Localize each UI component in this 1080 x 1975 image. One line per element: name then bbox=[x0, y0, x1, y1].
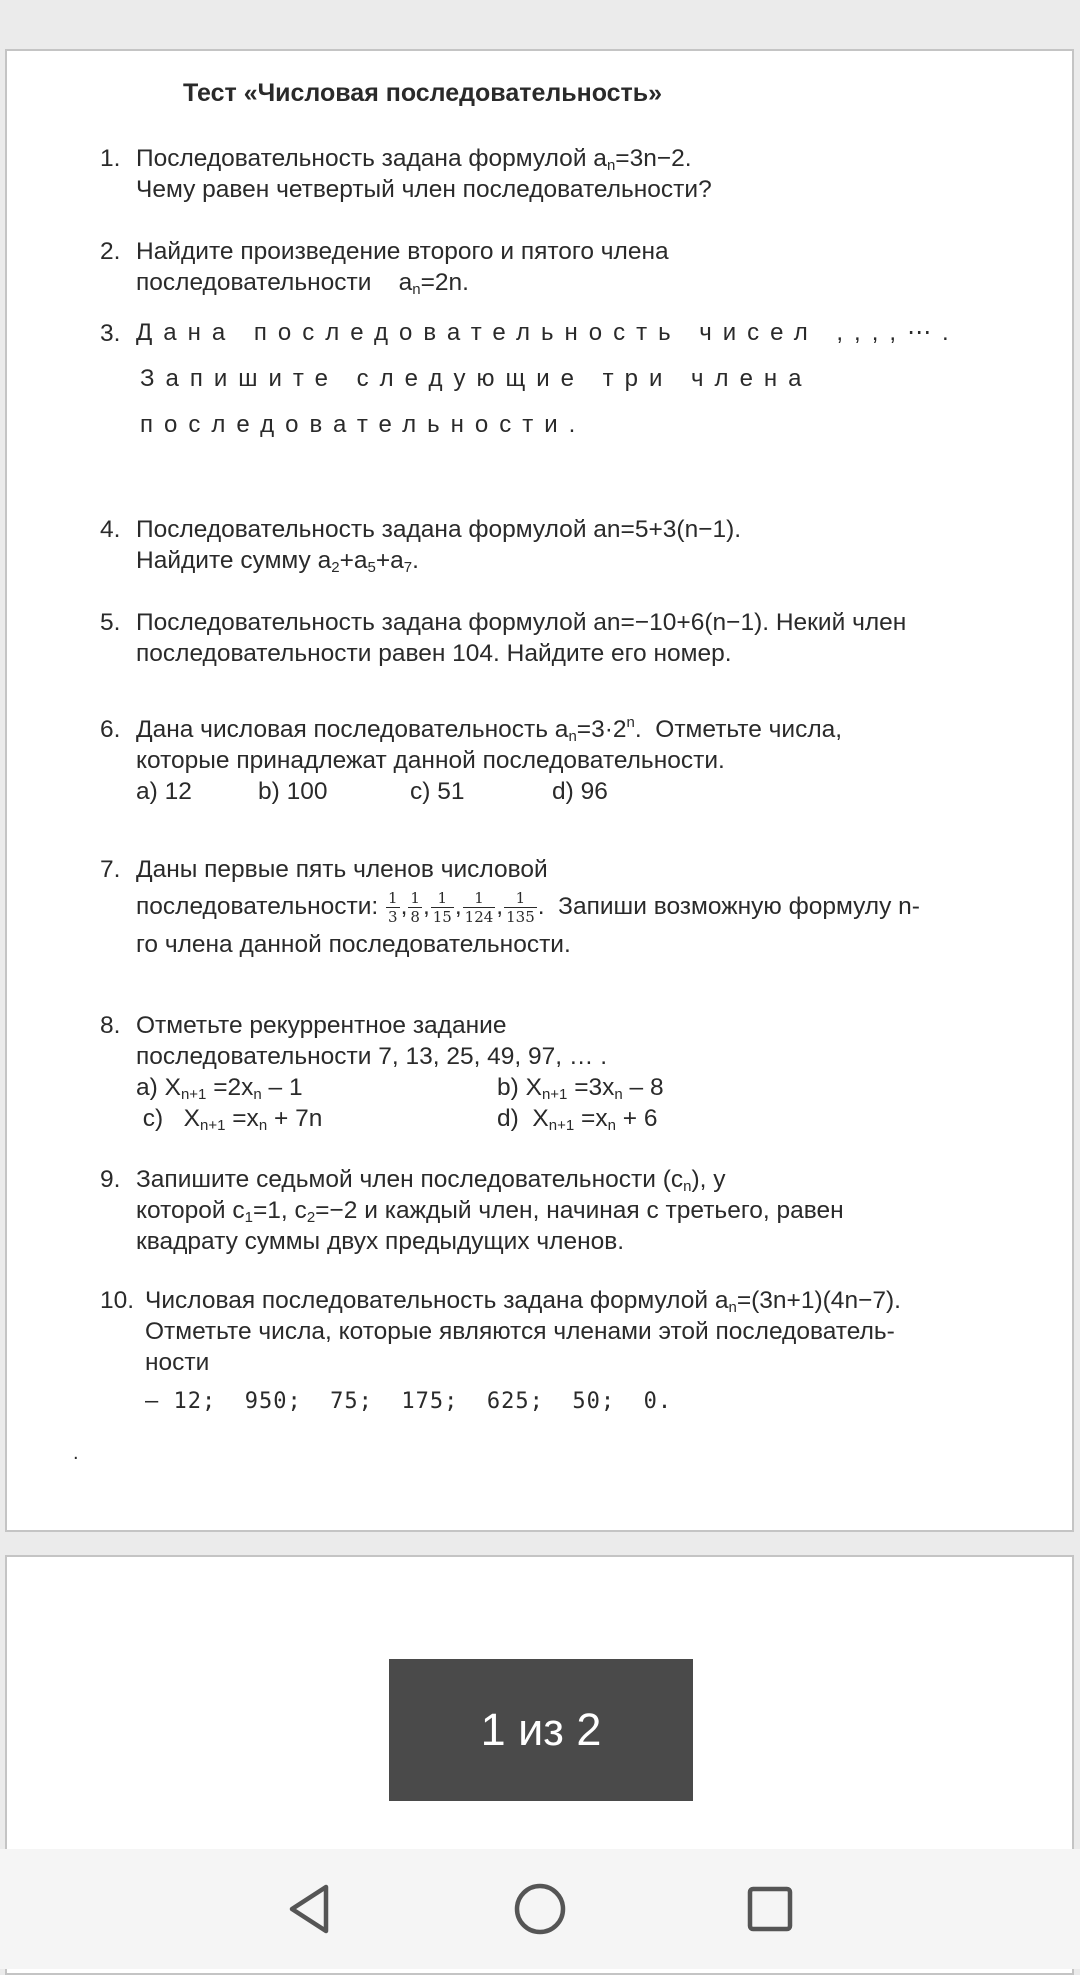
recents-icon bbox=[740, 1879, 800, 1939]
question-number: 10. bbox=[100, 1287, 135, 1314]
answer-options bbox=[136, 776, 842, 807]
question-number: 3. bbox=[100, 320, 121, 347]
option-d: d) 96 bbox=[552, 778, 608, 805]
fraction: $\frac{1}{124}$ bbox=[464, 889, 494, 927]
stray-dot: . bbox=[73, 1442, 79, 1464]
fraction: $\frac{1}{8}$ bbox=[410, 889, 420, 927]
fraction: $\frac{1}{135}$ bbox=[506, 889, 535, 927]
option-a: a) 12 bbox=[136, 778, 192, 805]
android-nav-bar bbox=[0, 1849, 1080, 1969]
option-b: b) 100 bbox=[258, 778, 328, 805]
question-number: 8. bbox=[100, 1012, 121, 1039]
home-icon bbox=[510, 1879, 570, 1939]
option-c: c) 51 bbox=[410, 778, 465, 805]
question-number: 2. bbox=[100, 238, 121, 265]
recents-button[interactable] bbox=[740, 1879, 800, 1939]
fraction: $\frac{1}{15}$ bbox=[432, 889, 452, 927]
back-icon bbox=[280, 1879, 340, 1939]
question-number: 7. bbox=[100, 856, 121, 883]
back-button[interactable] bbox=[280, 1879, 340, 1939]
question-number: 1. bbox=[100, 145, 121, 172]
question-number: 5. bbox=[100, 609, 121, 636]
question-number: 6. bbox=[100, 716, 121, 743]
fraction: $\frac{1}{3}$ bbox=[388, 889, 398, 927]
page-title: Тест «Числовая последовательность» bbox=[183, 79, 663, 107]
question-number: 4. bbox=[100, 516, 121, 543]
option-b: b) $X_{n+1} =3x_n - 8$ bbox=[497, 1074, 664, 1103]
candidate-numbers: – 12; 950; 75; 175; 625; 50; 0. bbox=[145, 1389, 673, 1414]
question-number: 9. bbox=[100, 1166, 121, 1193]
option-a: a) $X_{n+1} =2x_n - 1$ bbox=[136, 1074, 303, 1103]
document-page-1: Тест «Числовая последовательность» 1. Последовательность задана формулой $a_n=3n-2$. Чему равен четвертый член последовательности? 2. Найдите произведение второго и пятого члена последовательности $a_n=2n$. 3. Дана последовательность чисел ,,,,⋯. Запишите следующие три члена последовательности. 4. Последовательность задана формулой an=5+3(n−1). Найдите сумму $a_2+a_5+a_7$. 5. Последовательность задана формулой an=−10+6(n−1). Некий член последовательности равен 104. Найдите его номер. 6. Дана числовая последовательность $a_n=3\cdot 2^n$. Отметьте числа, которые принадлежат данной последовательности. a) 12 b) 100 c) 51 d) 96 7. Даны первые пять членов числовой последовательности: $\frac{1}{3}$ , $\frac{1}{8}$ , $\frac{1}{15}$ , $\frac{1}{124}$ , $\frac{1}{135}$ . Запиши возможную формулу n- го члена данной последовательности. 8. Отметьте рекуррентное задание последовательности 7, 13, 25, 49, 97, … . a) $X_{n+1} =2x_n - 1$ b) $X_{n+1} =3x_n - 8$ c) $X_{n+1} =x_n + 7n$ d) $X_{n+1} =x_n + 6$ 9. Запишите седьмой член последовательности $(c_n)$, у которой $c_1=1$, $c_2=-2$ и каждый член, начиная с третьего, равен квадрату суммы двух предыдущих членов. 10. Числовая последовательность задана формулой $a_n=(3n+1)(4n-7)$. Отметьте числа, которые являются членами этой последователь- ности – 12; 950; 75; 175; 625; 50; 0. . bbox=[5, 49, 1074, 1532]
option-c: c) $X_{n+1} =x_n + 7n$ bbox=[136, 1105, 323, 1134]
home-button[interactable] bbox=[510, 1879, 570, 1939]
page-indicator: 1 из 2 bbox=[389, 1659, 693, 1801]
option-d: d) $X_{n+1} =x_n + 6$ bbox=[497, 1105, 658, 1134]
